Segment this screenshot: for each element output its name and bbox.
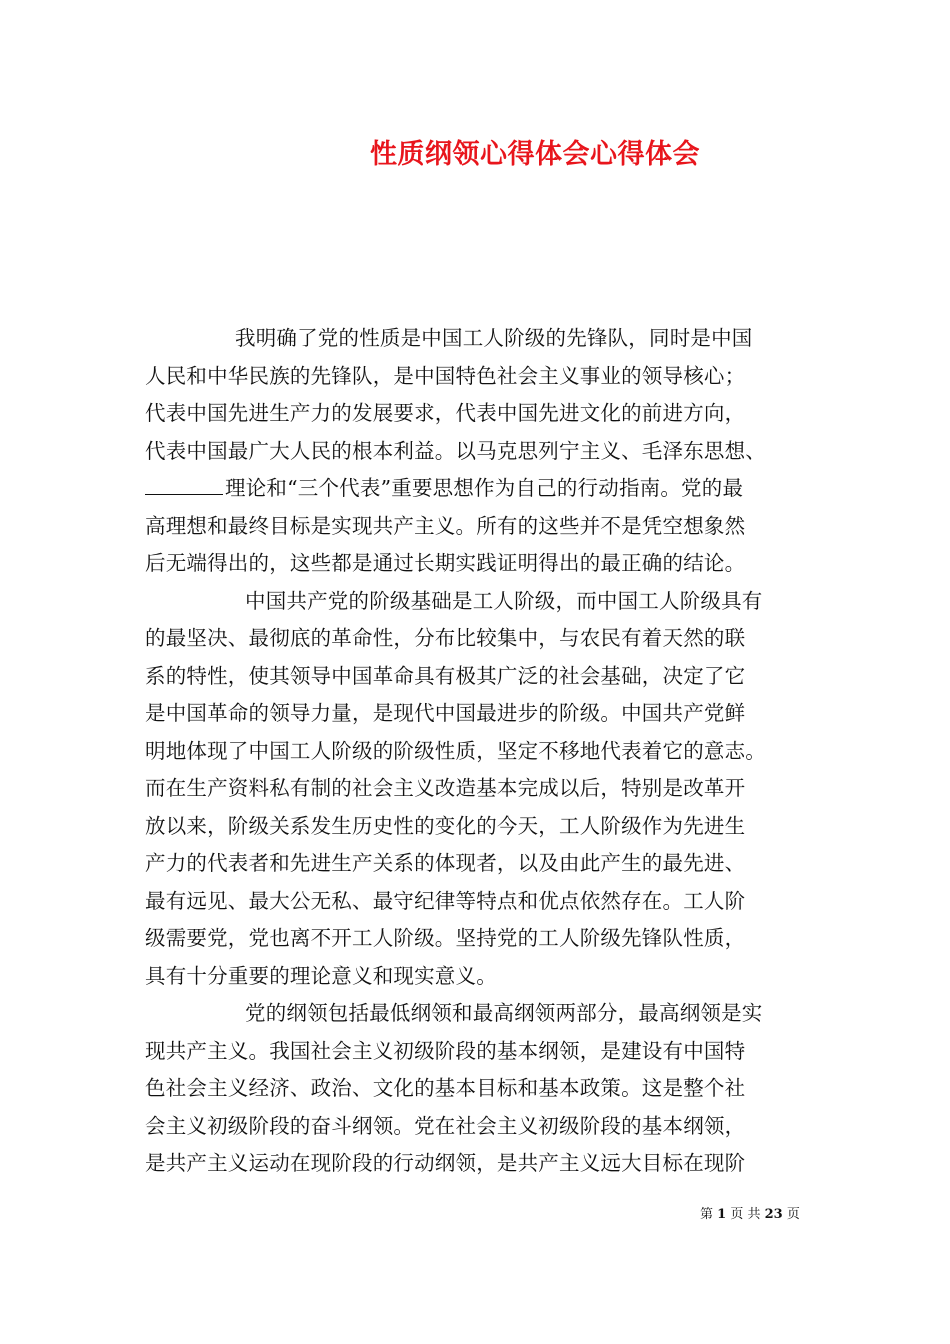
document-title: 性质纲领心得体会心得体会 (370, 139, 700, 170)
paragraph-2-line-5: 明地体现了中国工人阶级的阶级性质，坚定不移地代表着它的意志。 (145, 738, 766, 763)
paragraph-2-line-11: 具有十分重要的理论意义和现实意义。 (145, 963, 497, 988)
paragraph-3-line-4: 会主义初级阶段的奋斗纲领。党在社会主义初级阶段的基本纲领， (145, 1113, 746, 1138)
paragraph-1-line-2: 人民和中华民族的先锋队，是中国特色社会主义事业的领导核心； (145, 363, 746, 388)
paragraph-1-line-4: 代表中国最广大人民的根本利益。以马克思列宁主义、毛泽东思想、 (145, 438, 766, 463)
paragraph-2-line-10: 级需要党，党也离不开工人阶级。坚持党的工人阶级先锋队性质， (145, 926, 746, 950)
paragraph-3-line-1: 党的纲领包括最低纲领和最高纲领两部分，最高纲领是实 (245, 1001, 763, 1025)
paragraph-2-line-6: 而在生产资料私有制的社会主义改造基本完成以后，特别是改革开 (145, 776, 746, 800)
paragraph-2-line-9: 最有远见、最大公无私、最守纪律等特点和优点依然存在。工人阶 (145, 888, 746, 913)
paragraph-3-line-2: 现共产主义。我国社会主义初级阶段的基本纲领，是建设有中国特 (145, 1038, 746, 1063)
paragraph-1-line-5 (145, 470, 815, 508)
paragraph-2-line-7: 放以来，阶级关系发生历史性的变化的今天，工人阶级作为先进生 (145, 813, 746, 838)
fill-in-blank (145, 474, 223, 495)
footer-total-pages: 23 (764, 1207, 783, 1222)
footer-suffix: 页 (786, 1207, 800, 1222)
paragraph-3-line-5: 是共产主义运动在现阶段的行动纲领，是共产主义远大目标在现阶 (145, 1151, 746, 1175)
paragraph-1-line-5-text: 理论和“三个代表”重要思想作为自己的行动指南。党的最 (225, 476, 744, 500)
paragraph-2-line-2: 的最坚决、最彻底的革命性，分布比较集中，与农民有着天然的联 (145, 626, 746, 650)
paragraph-2-line-3: 系的特性，使其领导中国革命具有极其广泛的社会基础，决定了它 (145, 663, 746, 688)
paragraph-1-line-6: 高理想和最终目标是实现共产主义。所有的这些并不是凭空想象然 (145, 513, 746, 538)
paragraph-3-line-3: 色社会主义经济、政治、文化的基本目标和基本政策。这是整个社 (145, 1076, 746, 1100)
page-footer (700, 1203, 820, 1222)
paragraph-2-line-1: 中国共产党的阶级基础是工人阶级，而中国工人阶级具有 (245, 588, 763, 613)
document-body (145, 320, 815, 1183)
footer-prefix: 第 (700, 1207, 714, 1222)
footer-current-page: 1 (717, 1207, 727, 1222)
paragraph-1-line-3: 代表中国先进生产力的发展要求，代表中国先进文化的前进方向， (145, 401, 746, 425)
footer-middle: 页 共 (730, 1207, 761, 1222)
paragraph-1-line-7: 后无端得出的，这些都是通过长期实践证明得出的最正确的结论。 (145, 551, 746, 575)
paragraph-2-line-4: 是中国革命的领导力量，是现代中国最进步的阶级。中国共产党鲜 (145, 701, 746, 725)
paragraph-2-line-8: 产力的代表者和先进生产关系的体现者，以及由此产生的最先进、 (145, 851, 746, 875)
paragraph-1-line-1: 我明确了党的性质是中国工人阶级的先锋队，同时是中国 (235, 326, 753, 350)
